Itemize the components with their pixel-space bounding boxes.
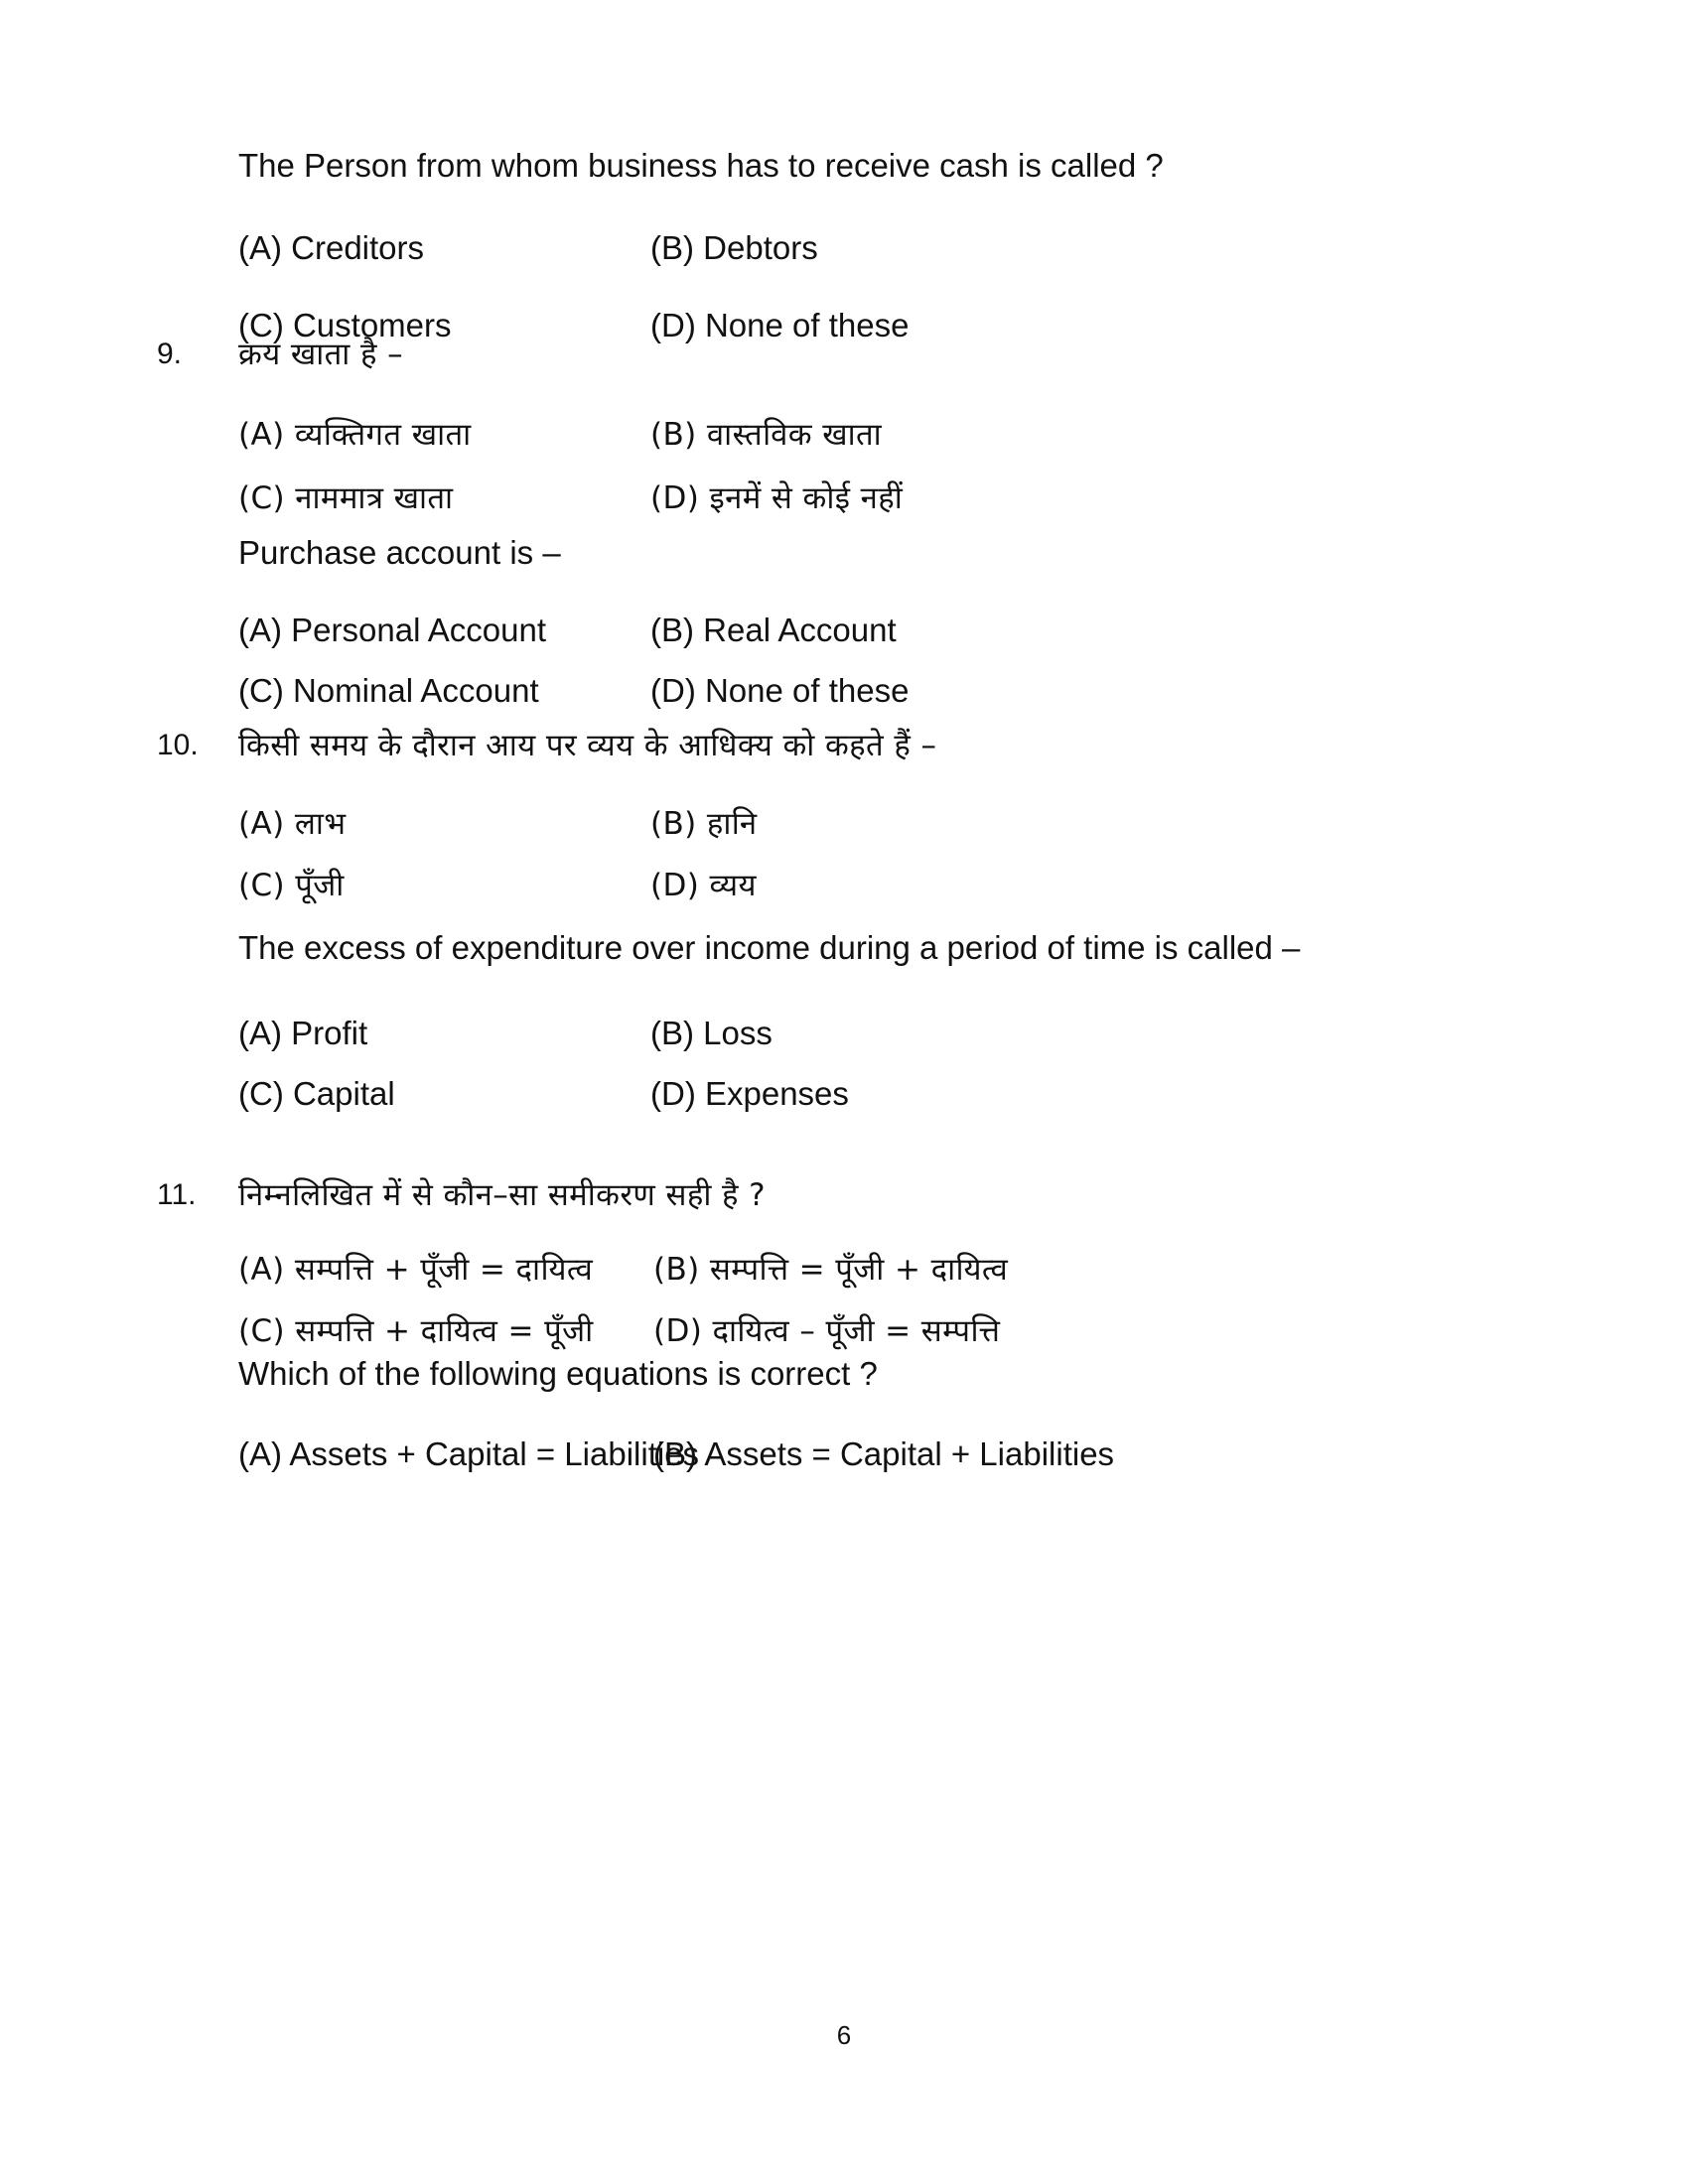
question-stem-row xyxy=(157,1177,1360,1213)
question-stem-row xyxy=(238,149,1360,182)
option-b[interactable]: (B) हानि xyxy=(650,806,758,842)
question-text: The excess of expenditure over income during a period of time is called – xyxy=(238,929,1301,966)
option-a[interactable]: (A) Profit xyxy=(238,1015,368,1052)
question-block-q11-english xyxy=(238,1357,1360,1496)
page-number: 6 xyxy=(836,2020,852,2050)
option-a[interactable]: (A) Creditors xyxy=(238,229,425,266)
question-block-q8-english xyxy=(238,147,1360,343)
question-text: The Person from whom business has to receive cash is called ? xyxy=(238,147,1164,184)
option-a[interactable]: (A) Assets + Capital = Liabilities xyxy=(238,1435,700,1472)
question-block-q9-hindi xyxy=(157,337,1360,536)
question-text: क्रय खाता है – xyxy=(238,337,403,372)
option-c[interactable]: (C) पूँजी xyxy=(238,868,345,903)
option-b[interactable]: (B) Assets = Capital + Liabilities xyxy=(653,1435,1115,1472)
question-text: Which of the following equations is correct ? xyxy=(238,1355,878,1392)
option-d[interactable]: (D) इनमें से कोई नहीं xyxy=(650,480,904,516)
option-d[interactable]: (D) None of these xyxy=(650,672,910,709)
question-stem-row xyxy=(238,1357,1360,1390)
options-group xyxy=(238,1017,1360,1146)
option-b[interactable]: (B) Loss xyxy=(650,1015,773,1052)
question-number: 11. xyxy=(157,1178,197,1211)
question-number: 9. xyxy=(157,338,183,370)
question-block-q9-english xyxy=(238,536,1360,731)
option-c[interactable]: (C) Capital xyxy=(238,1075,395,1113)
option-b[interactable]: (B) Debtors xyxy=(650,229,818,266)
question-text: निम्नलिखित में से कौन–सा समीकरण सही है ? xyxy=(238,1177,766,1213)
question-text: किसी समय के दौरान आय पर व्यय के आधिक्य को कहते हैं – xyxy=(238,728,937,763)
question-stem-row xyxy=(238,536,1360,569)
option-b[interactable]: (B) Real Account xyxy=(650,612,897,648)
question-stem-row xyxy=(157,728,1360,763)
option-a[interactable]: (A) लाभ xyxy=(238,806,347,842)
options-group xyxy=(238,417,1360,549)
option-b[interactable]: (B) सम्पत्ति = पूँजी + दायित्व xyxy=(653,1252,1009,1288)
question-block-q10-english xyxy=(238,920,1360,1180)
option-a[interactable]: (A) सम्पत्ति + पूँजी = दायित्व xyxy=(238,1252,594,1288)
option-a[interactable]: (A) व्यक्तिगत खाता xyxy=(238,417,472,453)
option-d[interactable]: (D) None of these xyxy=(650,307,910,343)
option-d[interactable]: (D) व्यय xyxy=(650,868,757,903)
option-c[interactable]: (C) Customers xyxy=(238,307,452,343)
option-c[interactable]: (C) नाममात्र खाता xyxy=(238,480,454,516)
option-c[interactable]: (C) Nominal Account xyxy=(238,672,539,709)
option-b[interactable]: (B) वास्तविक खाता xyxy=(650,417,883,453)
question-text: Purchase account is – xyxy=(238,534,561,571)
options-group xyxy=(238,806,1360,938)
option-d[interactable]: (D) Expenses xyxy=(650,1075,849,1113)
question-stem-row xyxy=(238,920,1360,975)
question-block-q11-hindi xyxy=(157,1177,1360,1357)
question-stem-row xyxy=(157,337,1360,372)
option-a[interactable]: (A) Personal Account xyxy=(238,612,546,648)
options-group xyxy=(238,1437,1360,1507)
question-block-q10-hindi xyxy=(157,728,1360,920)
question-number: 10. xyxy=(157,729,199,761)
option-d[interactable]: (D) दायित्व – पूँजी = सम्पत्ति xyxy=(653,1313,1001,1349)
option-c[interactable]: (C) सम्पत्ति + दायित्व = पूँजी xyxy=(238,1313,594,1349)
options-group xyxy=(238,614,1360,743)
